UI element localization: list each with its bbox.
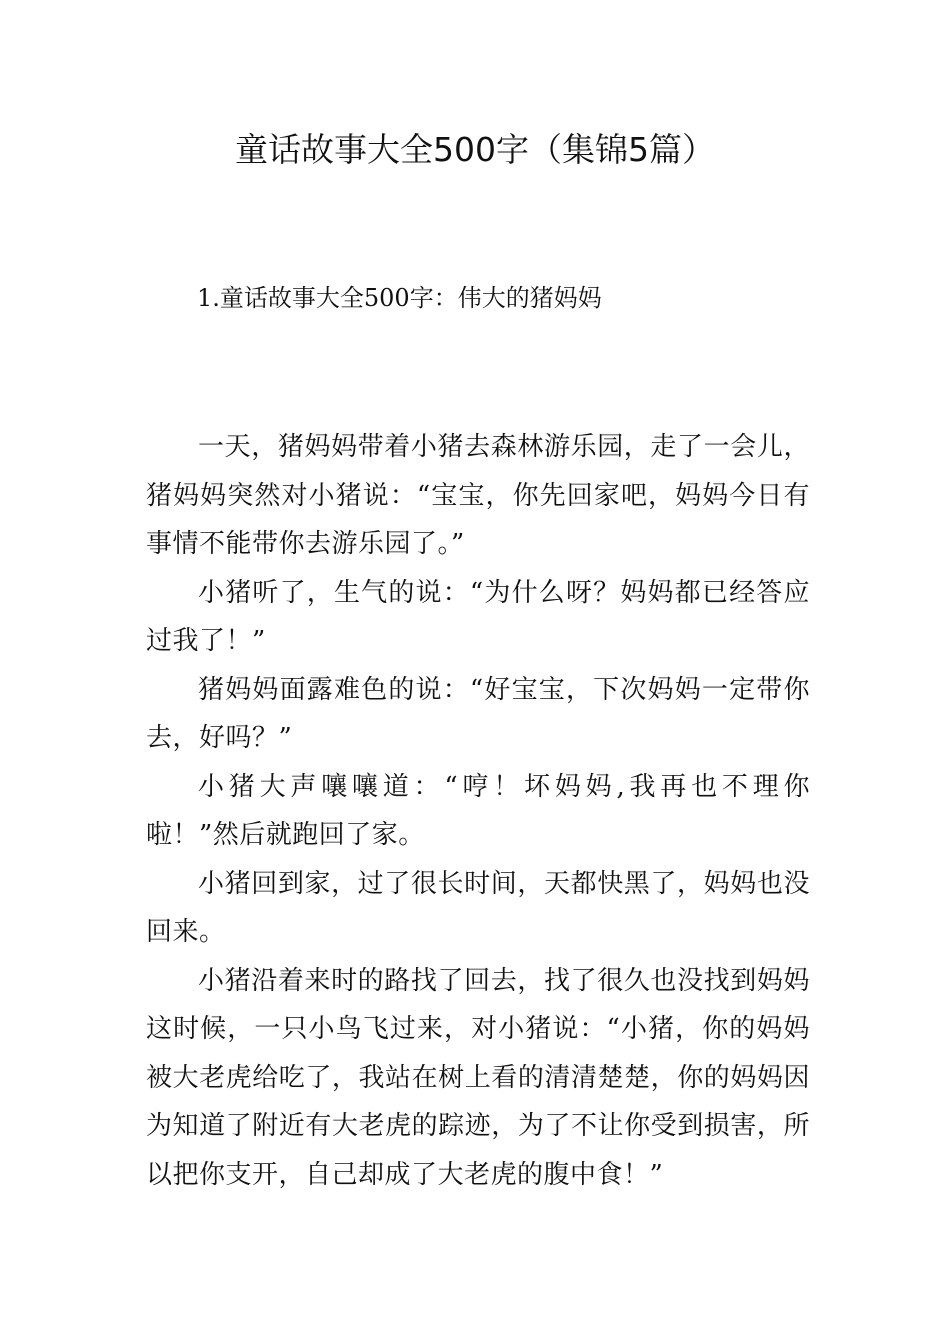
section-heading: 1.童话故事大全500字：伟大的猪妈妈 [197, 284, 602, 312]
paragraph: 猪妈妈面露难色的说：“好宝宝，下次妈妈一定带你去，好吗？” [146, 674, 810, 753]
paragraph: 一天，猪妈妈带着小猪去森林游乐园，走了一会儿，猪妈妈突然对小猪说：“宝宝，你先回家吧，妈妈今日有事情不能带你去游乐园了。” [146, 432, 810, 559]
paragraph: 小猪听了，生气的说：“为什么呀？妈妈都已经答应过我了！” [146, 577, 810, 656]
document-title: 童话故事大全500字（集锦5篇） [235, 130, 715, 169]
paragraph: 小猪沿着来时的路找了回去，找了很久也没找到妈妈这时候，一只小鸟飞过来，对小猪说：“小猪，你的妈妈被大老虎给吃了，我站在树上看的清清楚楚，你的妈妈因为知道了附近有大老虎的踪迹，为了不让你受到损害，所以把你支开，自己却成了大老虎的腹中食！” [146, 965, 810, 1190]
paragraph: 小猪回到家，过了很长时间，天都快黑了，妈妈也没回来。 [146, 868, 810, 947]
paragraph: 小猪大声嚷嚷道：“哼！坏妈妈,我再也不理你啦！”然后就跑回了家。 [146, 771, 810, 850]
story-body [146, 423, 810, 1199]
